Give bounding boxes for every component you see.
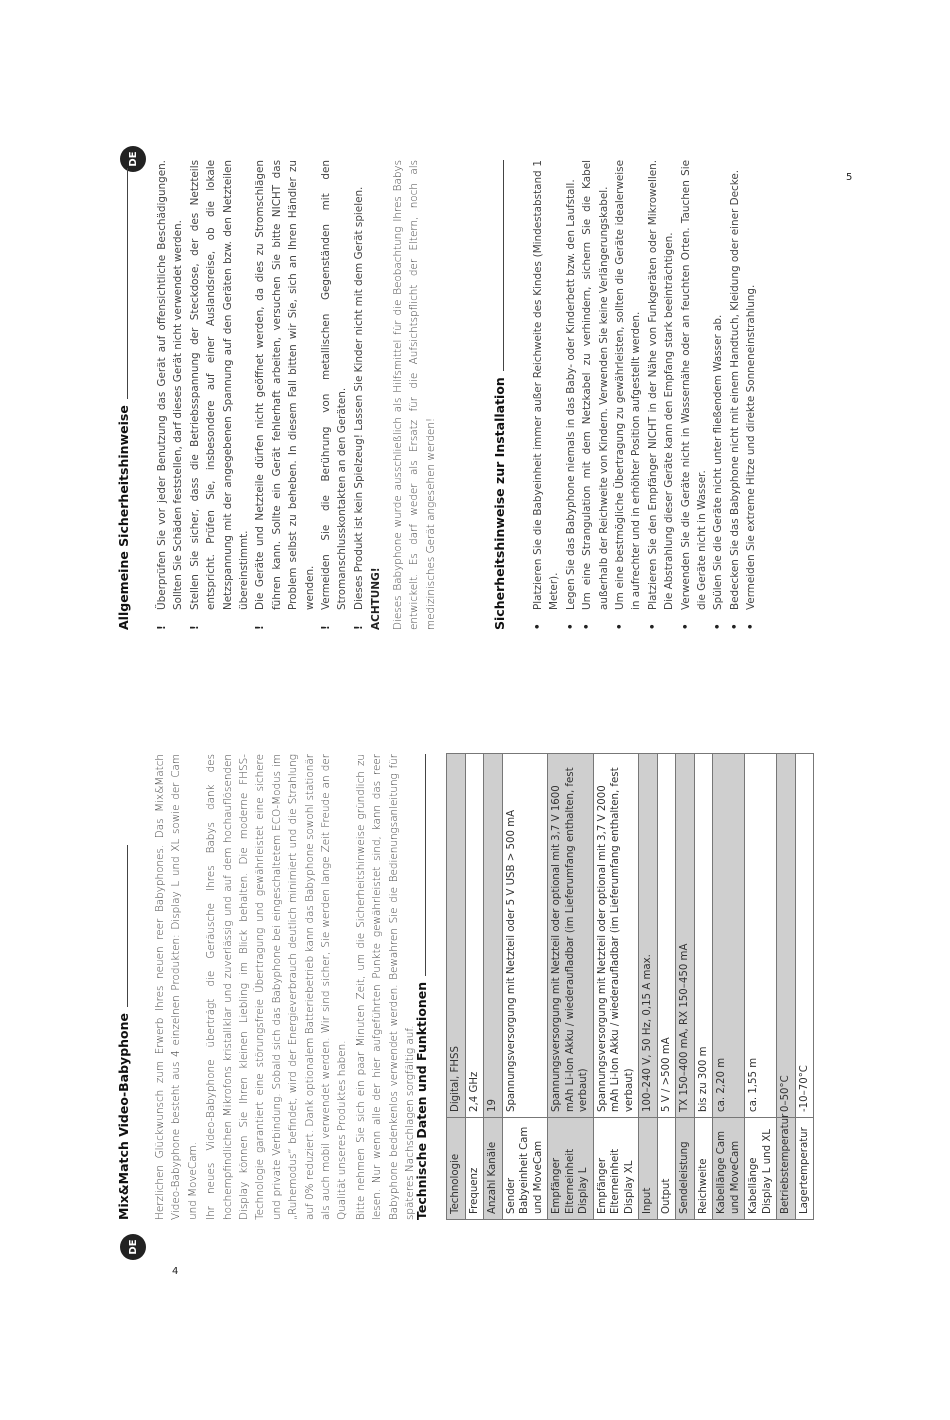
list-item-text: Um eine Strangulation mit dem Netzkabel zu verhindern, sichern Sie die Kabel außerhalb der Reichweite von Kindern. Verwenden Sie keine Verlängerungskabel. [581,160,610,610]
table-row [447,754,466,1220]
table-row [795,754,814,1220]
page-number-left: 4 [172,1266,179,1277]
spec-label: Empfänger Elterneinheit Display L [548,1118,594,1220]
list-item [530,160,563,630]
list-item [318,160,351,630]
spec-label: Technologie [447,1118,466,1220]
spec-value: 0–50°C [777,754,796,1118]
list-marker: • [646,623,659,630]
list-item-text: Vermeiden Sie extreme Hitze und direkte Sonneneinstrahlung. [745,284,758,610]
table-row [713,754,745,1220]
spec-label: Anzahl Kanäle [484,1118,503,1220]
installation-title-rule [503,160,504,371]
list-item [154,160,187,630]
spec-value: Spannungsversorgung mit Netzteil oder optional mit 3,7 V 1600 mAh Li-Ion Akku / wiederaufladbar (im Lieferumfang enthalten, fest verbaut) [548,754,594,1118]
section-title-mixmatch [116,845,131,1220]
list-item-text: Um eine bestmögliche Übertragung zu gewährleisten, sollten die Geräte idealerweise in aufrechter und in erhöhter Position aufgestellt werden. [614,160,643,610]
list-item-text: Dieses Produkt ist kein Spielzeug! Lassen Sie Kinder nicht mit dem Gerät spielen. [352,186,365,610]
table-row [639,754,658,1220]
list-item-text: Platzieren Sie den Empfänger NICHT in der Nähe von Funkgeräten oder Mikrowellen. Die Abstrahlung dieser Geräte kann den Empfang stark beeinträchtigen. [646,160,676,610]
section-title-text: Mix&Match Video-Babyphone [116,1012,131,1220]
table-row [694,754,713,1220]
table-row [777,754,796,1220]
attention-text: Dieses Babyphone wurde ausschließlich als Hilfsmittel für die Beobachtung Ihres Babys entwickelt. Es darf weder als Ersatz für die Aufsichtspflicht der Eltern, noch als medizinisches Gerät angesehen werden! [392,160,437,630]
list-item [351,160,367,630]
spec-value: Spannungsversorgung mit Netzteil oder optional mit 3,7 V 2000 mAh Li-Ion Akku / wiederaufladbar (im Lieferumfang enthalten, fest verbaut) [593,754,639,1118]
section-title-installation [492,160,507,630]
list-item-text: Platzieren Sie die Babyeinheit immer außer Reichweite des Kindes (Mindestabstand 1 Meter). [532,160,561,610]
spec-value: -10–70°C [795,754,814,1118]
list-item [678,160,711,630]
spec-value: ca. 2,20 m [713,754,745,1118]
list-item-text: Überprüfen Sie vor jeder Benutzung das Gerät auf offensichtliche Beschädigungen. Sollten Sie Schäden feststellen, darf dieses Gerät nicht verwendet werden. [156,160,185,610]
list-item-text: Bedecken Sie das Babyphone nicht mit einem Handtuch, Kleidung oder einer Decke. [728,169,741,610]
list-marker: • [679,623,692,630]
specs-table [446,753,814,1220]
table-row [548,754,594,1220]
table-row [593,754,639,1220]
list-item [710,160,726,630]
intro-paragraph-3: Bitte nehmen Sie sich ein paar Minuten Zeit, um die Sicherheitshinweise gründlich zu lesen. Nur wenn alle der hier aufgeführten Punkte gewährleistet sind, kann das reer Babyphone bedenkenlos verwendet werden. Bewahren Sie die Bedienungsanleitung für späteres Nachschlagen sorgfältig auf. [354,754,417,1220]
spec-value: Spannungsversorgung mit Netzteil oder 5 V USB > 500 mA [502,754,548,1118]
spec-value: ca. 1,55 m [745,754,777,1118]
intro-text-block [152,754,419,1220]
list-marker: ! [156,625,168,630]
language-badge-left: DE [120,1234,146,1260]
list-item-text: Spülen Sie die Geräte nicht unter fließendem Wasser ab. [712,314,725,610]
list-marker: • [614,623,627,630]
spec-label: Empfänger Elterneinheit Display XL [593,1118,639,1220]
spec-label: Reichweite [694,1118,713,1220]
list-item-text: Die Geräte und Netzteile dürfen nicht geöffnet werden, da dies zu Stromschlägen führen kann. Sollte ein Gerät fehlerhaft arbeiten, versuchen Sie bitte NICHT das Problem selbst zu beheben. In diesem Fall bitten wir Sie, sich an Ihren Händler zu wenden. [254,160,316,610]
spec-value: 100–240 V, 50 Hz, 0,15 A max. [639,754,658,1118]
spec-value: TX 150–400 mA, RX 150–450 mA [676,754,695,1118]
intro-paragraph-1: Herzlichen Glückwunsch zum Erwerb Ihres neuen reer Babyphones. Das Mix&Match Video-Babyphone besteht aus 4 einzelnen Produkten: Display L und XL sowie der Cam und MoveCam. [154,754,199,1220]
spec-value: 2,4 GHz [465,754,484,1118]
section-title-general-safety [116,168,131,630]
list-marker: • [532,623,544,630]
installation-title-text: Sicherheitshinweise zur Installation [492,377,507,630]
title-rule [127,845,128,1007]
spec-label: Input [639,1118,658,1220]
spec-value: 5 V / >500 mA [657,754,676,1118]
spec-label: Lagertemperatur [795,1118,814,1220]
list-item [187,160,253,630]
table-row [676,754,695,1220]
list-item [252,160,318,630]
spec-label: Sendeleistung [676,1118,695,1220]
table-row [484,754,503,1220]
list-item [743,160,759,630]
page-number-right: 5 [846,172,853,183]
list-item [645,160,678,630]
spec-label: Frequenz [465,1118,484,1220]
list-marker: • [564,623,577,630]
attention-label: ACHTUNG! [370,567,382,630]
list-marker: • [745,623,758,630]
list-marker: ! [352,625,365,630]
list-item-text: Legen Sie das Babyphone niemals in das Baby- oder Kinderbett bzw. den Laufstall. [564,179,577,610]
spec-value: Digital, FHSS [447,754,466,1118]
list-item [579,160,612,630]
spec-value: 19 [484,754,503,1118]
general-safety-title-text: Allgemeine Sicherheitshinweise [116,405,131,630]
list-item-text: Stellen Sie sicher, dass die Betriebsspannung der Steckdose, der des Netzteils entspricht. Prüfen Sie, insbesondere auf einer Auslandsreise, ob die lokale Netzspannung mit der angegebenen Spannung auf den Geräten bzw. den Netzteilen übereinstimmt. [188,160,251,610]
spec-label: Betriebstemperatur [777,1118,796,1220]
intro-paragraph-2: Ihr neues Video-Babyphone überträgt die Geräusche Ihres Babys dank des hochempfindlichen Mikrofons kristallklar und zuverlässig und auf dem hochauflösenden Display können Sie Ihren kleinen Liebling im Blick behalten. Die moderne FHSS-Technologie garantiert eine störungsfreie Übertragung und gewährleistet eine sichere und private Verbindung. Sobald sich das Babyphone bei eingeschaltetem ECO-Modus im „Ruhemodus“ befindet, wird der Energieverbrauch deutlich minimiert und die Strahlung auf 0% reduziert. Dank optionalem Batteriebetrieb kann das Babyphone sowohl stationär als auch mobil verwendet werden. Wir sind sicher, Sie werden lange Zeit Freude an der Qualität unseres Produktes haben. [205,754,349,1220]
spec-label: Sender Babyeinheit Cam und MoveCam [502,1118,548,1220]
list-marker: ! [320,625,333,630]
list-item-text: Vermeiden Sie die Berührung von metallischen Gegenständen mit den Stromanschlusskontakten an den Geräten. [320,160,349,610]
list-item [563,160,579,630]
list-marker: • [581,623,594,630]
list-item [727,160,743,630]
list-item [612,160,645,630]
specs-title-text: Technische Daten und Funktionen [414,981,429,1220]
list-marker: ! [254,625,267,630]
list-item-text: Verwenden Sie die Geräte nicht in Wassernähe oder an feuchten Orten. Tauchen Sie die Geräte nicht in Wasser. [679,160,709,610]
table-row [745,754,777,1220]
installation-list [530,160,760,630]
list-marker: • [712,623,725,630]
table-row [502,754,548,1220]
general-safety-rule [127,168,128,399]
section-title-specs [414,754,429,1220]
spec-label: Output [657,1118,676,1220]
specs-title-rule [425,754,426,976]
language-badge-right: DE [120,146,146,172]
spec-label: Kabellänge Display L und XL [745,1118,777,1220]
table-row [657,754,676,1220]
list-marker: ! [188,625,201,630]
spec-label: Kabellänge Cam und MoveCam [713,1118,745,1220]
list-marker: • [728,623,741,630]
table-row [465,754,484,1220]
safety-warning-list [154,160,367,630]
spec-value: bis zu 300 m [694,754,713,1118]
